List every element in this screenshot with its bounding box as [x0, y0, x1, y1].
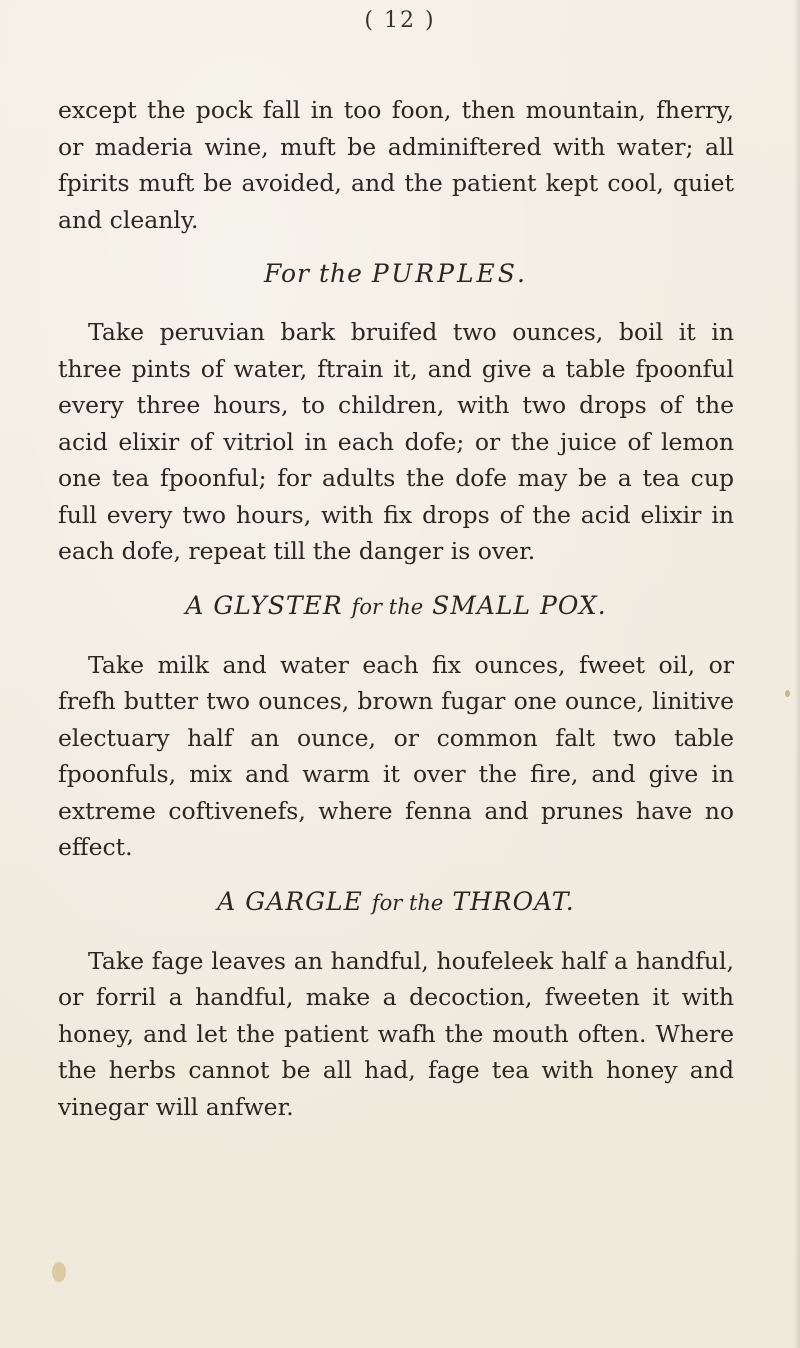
heading-gargle: [58, 886, 734, 919]
page-number: ( 12 ): [364, 8, 436, 33]
heading-connector: for the: [351, 594, 424, 619]
paragraph-smallpox-continued: except the pock fall in too foon, then mountain, fherry, or maderia wine, muft be adminiftered with water; all fpirits muft be avoided, and the patient kept cool, quiet and cleanly.: [58, 96, 734, 234]
heading-prefix: A GARGLE: [217, 886, 363, 916]
paragraph-gargle-recipe: Take fage leaves an handful, houfeleek half a handful, or forril a handful, make a decoction, fweeten it with honey, and let the patient wafh the mouth often. Where the herbs cannot be all had, fage tea with honey and vinegar will anfwer.: [58, 946, 734, 1121]
heading-glyster: [58, 590, 734, 623]
paragraph-glyster-recipe: Take milk and water each fix ounces, fweet oil, or frefh butter two ounces, brown fugar one ounce, linitive electuary half an ounce, or common falt two table fpoonfuls, mix and warm it over the fire, and give in extreme coftivenefs, where fenna and prunes have no effect.: [58, 650, 734, 861]
page-text: [58, 92, 734, 1125]
heading-title: SMALL POX.: [432, 590, 607, 620]
paper-stain-spot: [52, 1262, 66, 1282]
heading-title: THROAT.: [452, 886, 575, 916]
heading-prefix: A GLYSTER: [185, 590, 343, 620]
paragraph-purples-remedy: Take peruvian bark bruifed two ounces, boil it in three pints of water, ftrain it, and give a table fpoonful every three hours, to children, with two drops of the acid elixir of vitriol in each dofe; or the juice of lemon one tea fpoonful; for adults the dofe may be a tea cup full every two hours, with fix drops of the acid elixir in each dofe, repeat till the danger is over.: [58, 318, 734, 565]
heading-connector: for the: [371, 890, 444, 915]
heading-prefix: For the: [264, 259, 363, 288]
page-edge-shadow: [794, 0, 800, 1348]
paper-stain-spot: [785, 690, 790, 697]
heading-title: PURPLES.: [371, 259, 528, 288]
heading-purples: [58, 258, 734, 290]
